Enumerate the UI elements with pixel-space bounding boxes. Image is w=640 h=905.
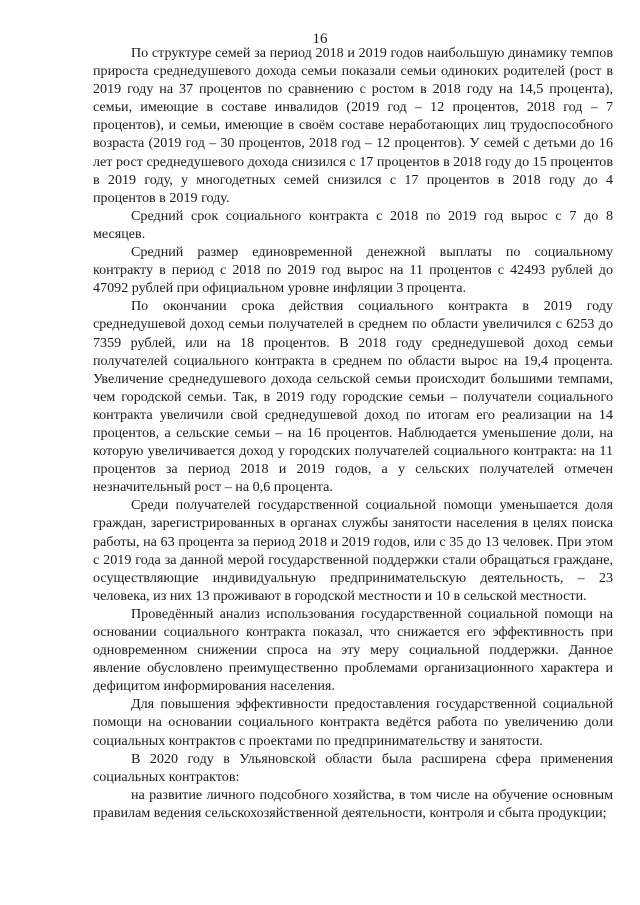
paragraph-income-growth: По окончании срока действия социального контракта в 2019 году среднедушевой доход семьи получателей в среднем по области увеличился с 6253 до 7359 рублей, или на 18 процентов. В 2018 году среднедушевой доход семьи получателей социального контракта в среднем по области вырос на 19,4 процента. Увеличение среднедушевого дохода сельской семьи происходит большими темпами, чем городской семьи. Так, в 2019 году городские семьи – получатели социального контракта увеличили свой среднедушевой доход по итогам его реализации на 14 процентов, а сельские семьи – на 16 процентов. Наблюдается уменьшение доли, на которую увеличивается доход у городских получателей социального контракта: на 11 процентов за период 2018 и 2019 годов, а у сельских получателей отмечен незначительный рост – на 0,6 процента.	[93, 298, 613, 496]
paragraph-family-structure: По структуре семей за период 2018 и 2019 годов наибольшую динамику темпов прироста среднедушевого дохода семьи показали семьи одиноких родителей (рост в 2019 году на 37 процентов по сравнению с ростом в 2018 году на 14,5 процента), семьи, имеющие в составе инвалидов (2019 год – 12 процентов, 2018 год – 7 процентов), и семьи, имеющие в своём составе неработающих лиц трудоспособного возраста (2019 год – 30 процентов, 2018 год – 12 процентов). У семей с детьми до 16 лет рост среднедушевого дохода снизился с 17 процентов в 2018 году до 15 процентов в 2019 году, у многодетных семей снизился с 17 процентов в 2018 году до 4 процентов в 2019 году.	[93, 45, 613, 206]
paragraph-list-item-household: на развитие личного подсобного хозяйства, в том числе на обучение основным правилам ведения сельскохозяйственной деятельности, контроля и сбыта продукции;	[93, 786, 613, 821]
paragraph-payment-size: Средний размер единовременной денежной выплаты по социальному контракту в период с 2018 по 2019 год вырос на 11 процентов с 42493 рублей до 47092 рублей при официальном уровне инфляции 3 процента.	[93, 244, 613, 297]
paragraph-2020-expansion: В 2020 году в Ульяновской области была расширена сфера применения социальных контрактов:	[93, 750, 613, 785]
page-number: 16	[312, 31, 328, 47]
paragraph-recipients: Среди получателей государственной социальной помощи уменьшается доля граждан, зарегистрированных в органах службы занятости населения в целях поиска работы, на 63 процента за период 2018 и 2019 годов, или с 35 до 13 человек. При этом с 2019 года за данной мерой государственной поддержки стали обращаться граждане, осуществляющие индивидуальную предпринимательскую деятельность, – 23 человека, из них 13 проживают в городской местности и 10 в сельской местности.	[93, 497, 613, 604]
paragraph-efficiency: Для повышения эффективности предоставления государственной социальной помощи на основании социального контракта ведётся работа по увеличению доли социальных контрактов с проектами по предпринимательству и занятости.	[93, 696, 613, 749]
paragraph-analysis: Проведённый анализ использования государственной социальной помощи на основании социального контракта показал, что снижается его эффективность при одновременном снижении спроса на эту меру социальной поддержки. Данное явление обусловлено преимущественно проблемами организационного характера и дефицитом информирования населения.	[93, 605, 613, 695]
document-body	[93, 44, 613, 822]
paragraph-contract-term: Средний срок социального контракта с 2018 по 2019 год вырос с 7 до 8 месяцев.	[93, 207, 613, 242]
